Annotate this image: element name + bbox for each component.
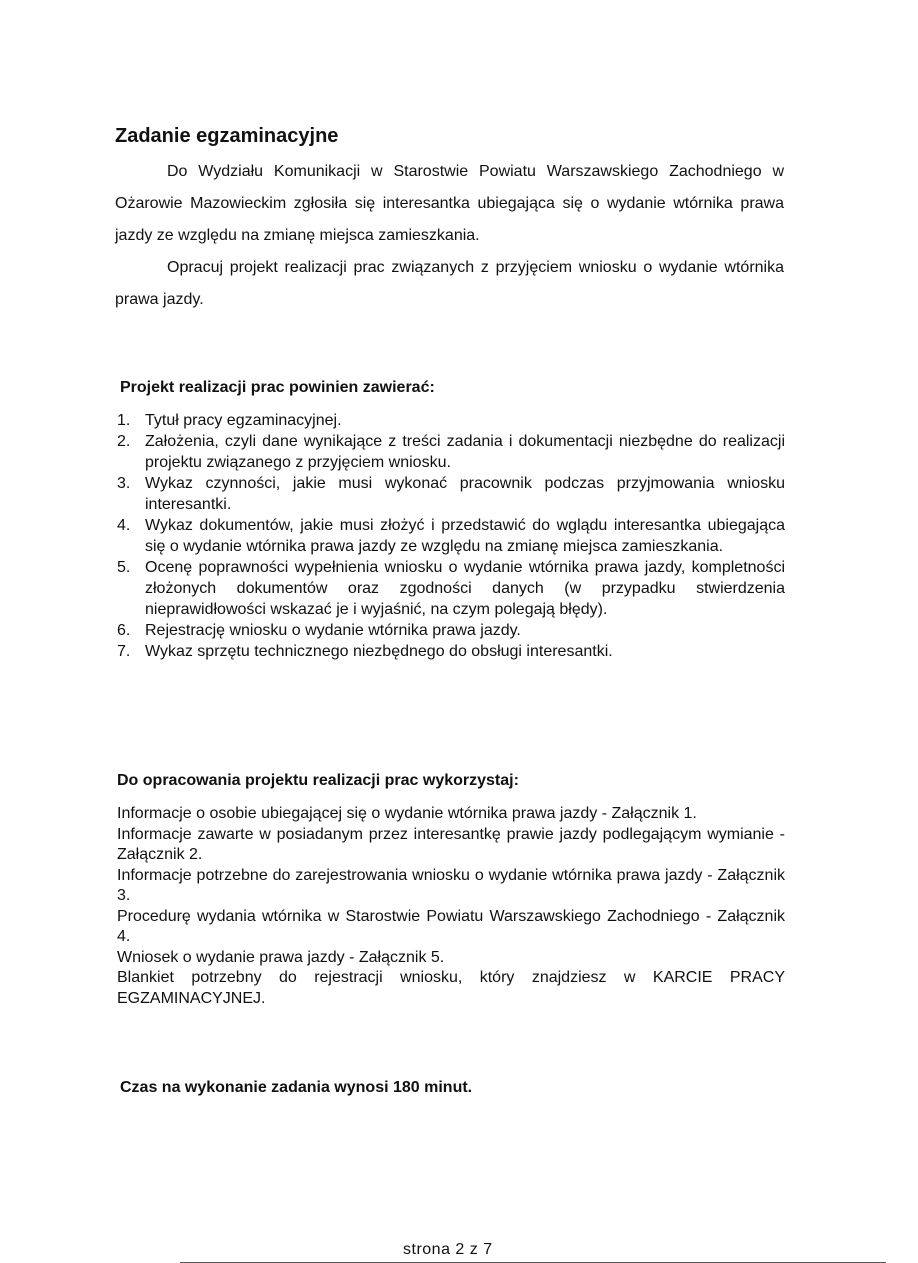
list-number: 7. bbox=[117, 643, 131, 660]
list-item bbox=[117, 641, 785, 662]
source-item: Procedurę wydania wtórnika w Starostwie Powiatu Warszawskiego Zachodniego - Załącznik 4. bbox=[117, 907, 785, 945]
list-item bbox=[117, 431, 785, 473]
list-number: 5. bbox=[117, 559, 131, 576]
source-item: Wniosek o wydanie prawa jazdy - Załącznik 5. bbox=[117, 948, 445, 966]
sources-heading: Do opracowania projektu realizacji prac wykorzystaj: bbox=[117, 772, 519, 789]
list-text: Wykaz czynności, jakie musi wykonać pracownik podczas przyjmowania wniosku interesantki. bbox=[145, 475, 785, 513]
list-text: Rejestrację wniosku o wydanie wtórnika prawa jazdy. bbox=[145, 622, 521, 639]
list-text: Założenia, czyli dane wynikające z treści zadania i dokumentacji niezbędne do realizacji projektu związanego z przyjęciem wniosku. bbox=[145, 433, 785, 471]
list-number: 1. bbox=[117, 412, 131, 429]
time-limit-note: Czas na wykonanie zadania wynosi 180 minut. bbox=[120, 1079, 473, 1096]
list-item bbox=[117, 557, 785, 620]
page-number: strona 2 z 7 bbox=[403, 1241, 493, 1258]
sources-list bbox=[117, 804, 785, 1009]
intro-paragraph: Opracuj projekt realizacji prac związanych z przyjęciem wniosku o wydanie wtórnika prawa jazdy. bbox=[115, 259, 784, 308]
list-text: Tytuł pracy egzaminacyjnej. bbox=[145, 412, 342, 429]
list-text: Wykaz sprzętu technicznego niezbędnego do obsługi interesantki. bbox=[145, 643, 613, 660]
requirements-heading: Projekt realizacji prac powinien zawierać: bbox=[120, 379, 435, 396]
list-number: 3. bbox=[117, 475, 131, 492]
list-text: Ocenę poprawności wypełnienia wniosku o wydanie wtórnika prawa jazdy, kompletności złożonych dokumentów oraz zgodności danych (w przypadku stwierdzenia nieprawidłowości wskazać je i wyjaśnić, na czym polegają błędy). bbox=[145, 559, 785, 618]
list-item bbox=[117, 473, 785, 515]
source-item: Informacje zawarte w posiadanym przez interesantkę prawie jazdy podlegającym wymianie - Załącznik 2. bbox=[117, 825, 785, 863]
list-number: 4. bbox=[117, 517, 131, 534]
intro-paragraph: Do Wydziału Komunikacji w Starostwie Powiatu Warszawskiego Zachodniego w Ożarowie Mazowieckim zgłosiła się interesantka ubiegająca się o wydanie wtórnika prawa jazdy ze względu na zmianę miejsca zamieszkania. bbox=[115, 163, 784, 244]
source-item: Informacje potrzebne do zarejestrowania wniosku o wydanie wtórnika prawa jazdy - Załącznik 3. bbox=[117, 866, 785, 904]
source-item: Blankiet potrzebny do rejestracji wniosku, który znajdziesz w KARCIE PRACY EGZAMINACYJNEJ. bbox=[117, 969, 785, 1007]
source-item: Informacje o osobie ubiegającej się o wydanie wtórnika prawa jazdy - Załącznik 1. bbox=[117, 805, 697, 822]
list-text: Wykaz dokumentów, jakie musi złożyć i przedstawić do wglądu interesantka ubiegająca się o wydanie wtórnika prawa jazdy ze względu na zmianę miejsca zamieszkania. bbox=[145, 517, 785, 555]
task-description bbox=[115, 156, 784, 316]
requirements-list bbox=[117, 410, 785, 662]
list-item bbox=[117, 620, 785, 641]
page-title: Zadanie egzaminacyjne bbox=[115, 125, 339, 147]
list-item bbox=[117, 410, 785, 431]
list-item bbox=[117, 515, 785, 557]
list-number: 6. bbox=[117, 622, 131, 639]
list-number: 2. bbox=[117, 433, 131, 450]
